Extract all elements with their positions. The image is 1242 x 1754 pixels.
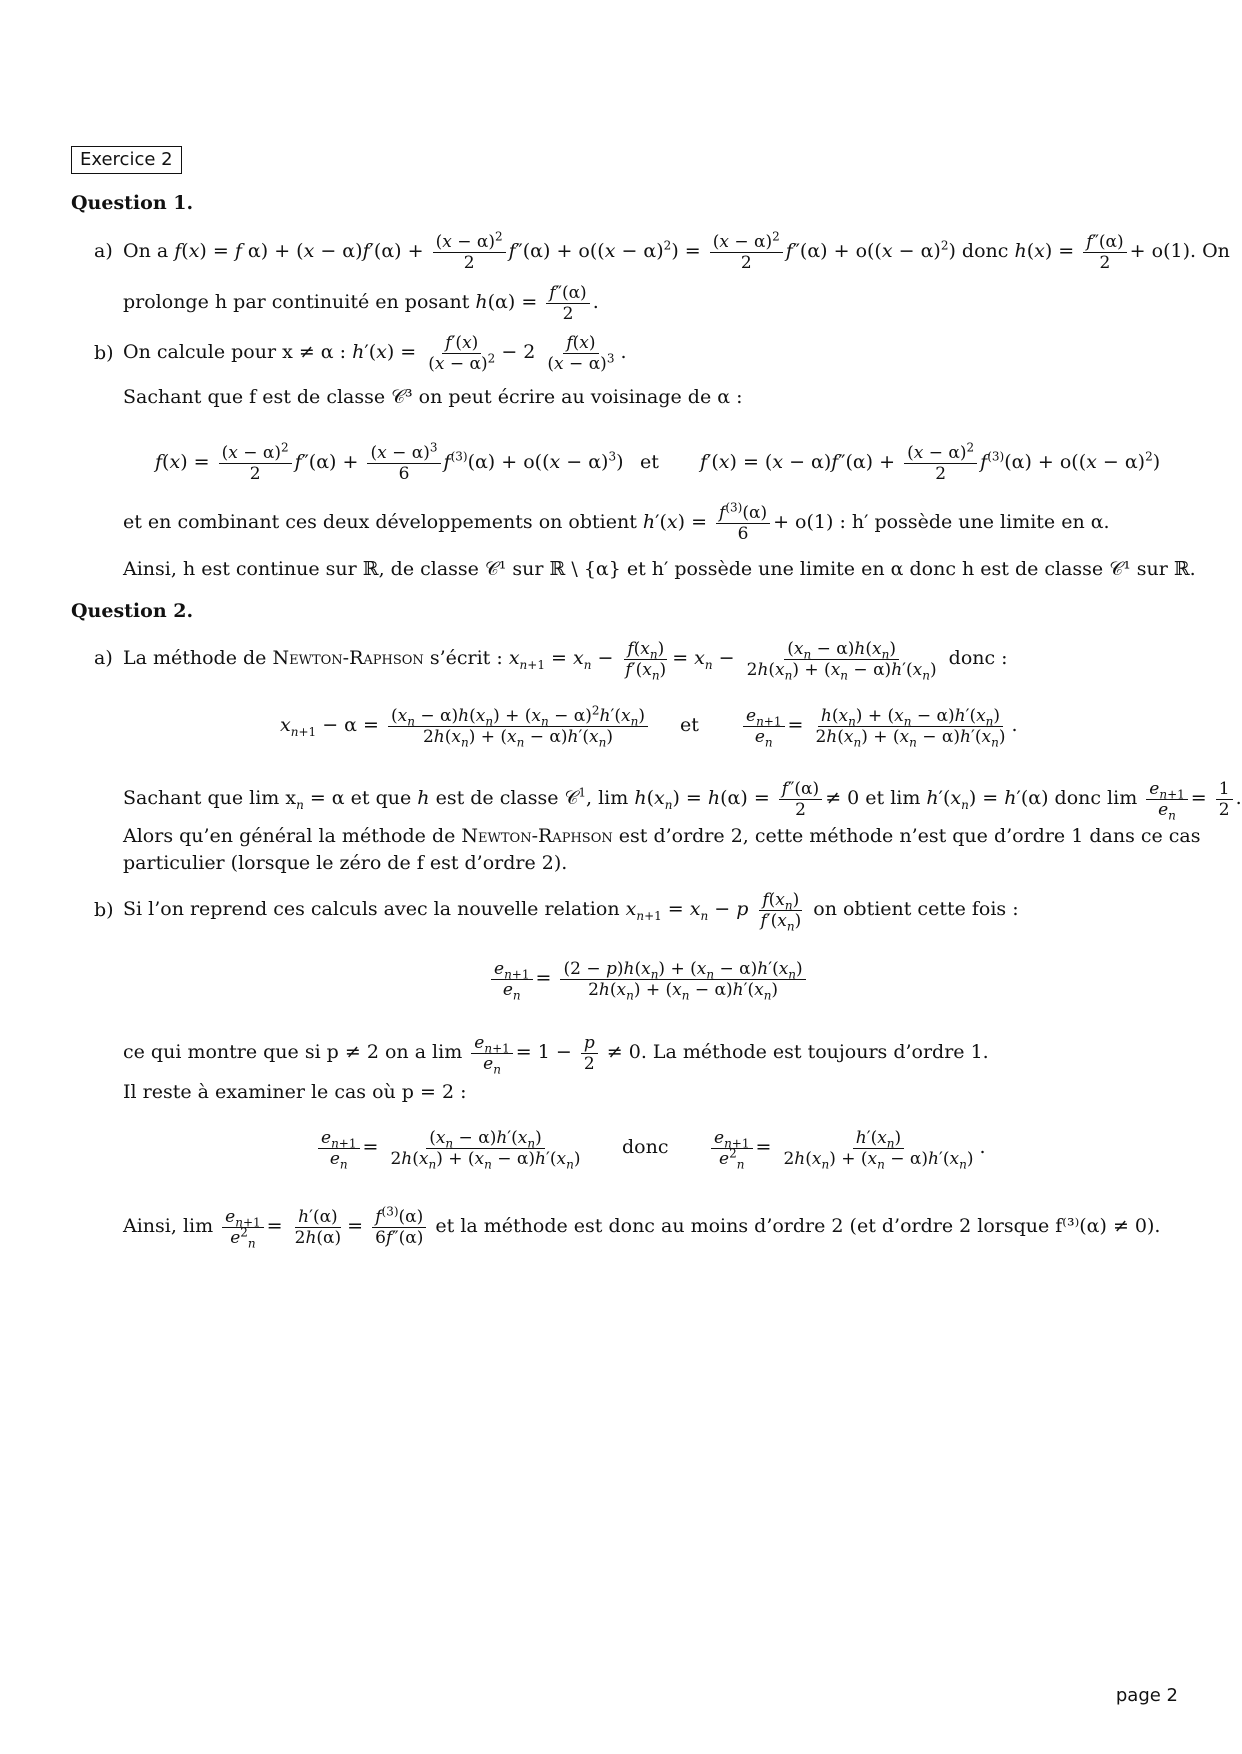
q1-b-label: b): [94, 342, 114, 364]
q2-b-equation-2: $\frac{e_{n+1}}{e_n}$ = $\frac{(x_n - \alpha)h'(x_n)}{2h(x_n) + (x_n - \alpha)h'(x_n)}$: [315, 1125, 586, 1169]
question-2-heading: Question 2.: [71, 600, 194, 622]
exercise-title: Exercice 2: [71, 146, 182, 174]
q2-a-equation-2: $\frac{e_{n+1}}{e_n}$ = $\frac{h(x_n) + (x_n - \alpha)h'(x_n)}{2h(x_n) + (x_n - \alpha)h'(x_n)}$ .: [740, 703, 1018, 747]
q1-b-combine: et en combinant ces deux développements on obtient h′(x) = $\frac{f^{(3)}(\alpha)}{6}$ + o(1) : h′ possède une limite en α.: [123, 499, 1110, 544]
q2-b-donc: donc: [622, 1136, 669, 1158]
q1-b-equation-f: f(x) = $\frac{(x - \alpha)^2}{2}$ f″(α) + $\frac{(x - \alpha)^3}{6}$ $f^{(3)}(\alpha) + o((x - \alpha)^3)$: [155, 439, 624, 484]
q1-b-line2: Sachant que f est de classe 𝒞³ on peut écrire au voisinage de α :: [123, 386, 743, 408]
q1-b-line1: On calcule pour x ≠ α : h′(x) = $\frac{f'(x)}{(x - \alpha)^2}$ − 2 $\frac{f(x)}{(x - \alpha)^3}$ .: [123, 332, 627, 374]
q1-b-equation-fprime: f′(x) = (x − α)f″(α) + $\frac{(x - \alpha)^2}{2}$ $f^{(3)}(\alpha) + o((x - \alpha)^2)$: [700, 439, 1161, 484]
q2-b-reste: Il reste à examiner le cas où p = 2 :: [123, 1081, 467, 1103]
q2-a-label: a): [94, 647, 113, 669]
q2-a-sachant: Sachant que $\lim x_n = \alpha$ et que h est de classe 𝒞$^1$, $\lim h(x_n) = h(\alpha)$ = $\frac{f''(\alpha)}{2}$ ≠ 0 et $\lim h'(x_n) = h'(\alpha)$ donc lim $\frac{e_{n+1}}{e_n}$ = $\frac{1}{2}$ .: [123, 778, 1242, 822]
q1-b-ainsi: Ainsi, h est continue sur ℝ, de classe 𝒞¹ sur ℝ \ {α} et h′ possède une limite en α donc h est de classe 𝒞¹ sur ℝ.: [123, 558, 1196, 580]
page-number: page 2: [1115, 1685, 1178, 1706]
q1-b-et: et: [640, 451, 659, 473]
q1-a-label: a): [94, 240, 113, 262]
q2-b-line1: Si l’on reprend ces calculs avec la nouvelle relation $x_{n+1} = x_n - p$ $\frac{f(x_n)}{f'(x_n)}$ on obtient cette fois :: [123, 889, 1019, 933]
q2-a-et: et: [680, 714, 699, 736]
q2-b-equation-3: $\frac{e_{n+1}}{e^2_n}$ = $\frac{h'(x_n)}{2h(x_n) + (x_n - \alpha)h'(x_n)}$ .: [708, 1125, 986, 1169]
question-1-heading: Question 1.: [71, 192, 194, 214]
q2-a-equation-1: $x_{n+1} - \alpha$ = $\frac{(x_n - \alpha)h(x_n) + (x_n - \alpha)^2h'(x_n)}{2h(x_n) + (x_n - \alpha)h'(x_n)}$: [280, 703, 651, 747]
q2-b-equation-1: $\frac{e_{n+1}}{e_n}$ = $\frac{(2 - p)h(x_n) + (x_n - \alpha)h'(x_n)}{2h(x_n) + (x_n - \alpha)h'(x_n)}$: [488, 956, 809, 1000]
q2-b-ainsi: Ainsi, lim $\frac{e_{n+1}}{e^2_n}$ = $\frac{h'(\alpha)}{2h(\alpha)}$ = $\frac{f^{(3)}(\alpha)}{6f''(\alpha)}$ et la méthode est donc au moins d’ordre 2 (et d’ordre 2 lorsque f⁽³⁾(α) ≠ 0).: [123, 1203, 1161, 1250]
q2-a-line1: La méthode de Newton-Raphson s’écrit : $x_{n+1} = x_n$ − $\frac{f(x_n)}{f'(x_n)}$ = $x_n$ − $\frac{(x_n - \alpha)h(x_n)}{2h(x_n) + (x_n - \alpha)h'(x_n)}$ donc :: [123, 638, 1008, 682]
q2-a-alors-1: Alors qu’en général la méthode de Newton-Raphson est d’ordre 2, cette méthode n’est que d’ordre 1 dans ce cas: [123, 825, 1201, 847]
q2-b-cequi: ce qui montre que si p ≠ 2 on a lim $\frac{e_{n+1}}{e_n}$ = 1 − $\frac{p}{2}$ ≠ 0. La méthode est toujours d’ordre 1.: [123, 1032, 989, 1076]
q2-a-alors-2: particulier (lorsque le zéro de f est d’ordre 2).: [123, 852, 568, 874]
q1-a-line2: prolonge h par continuité en posant h(α) = $\frac{f''(\alpha)}{2}$ .: [123, 282, 599, 324]
q1-a-line1: On a f(x) = f α) + (x − α)f′(α) + $\frac{(x - \alpha)^2}{2}$ $f''(\alpha) + o((x - \alpha)^2)$ = $\frac{(x - \alpha)^2}{2}$ $f''(\alpha) + o((x - \alpha)^2)$ donc h(x) = $\frac{f''(\alpha)}{2}$ + o(1). On: [123, 228, 1230, 273]
q2-b-label: b): [94, 899, 114, 921]
